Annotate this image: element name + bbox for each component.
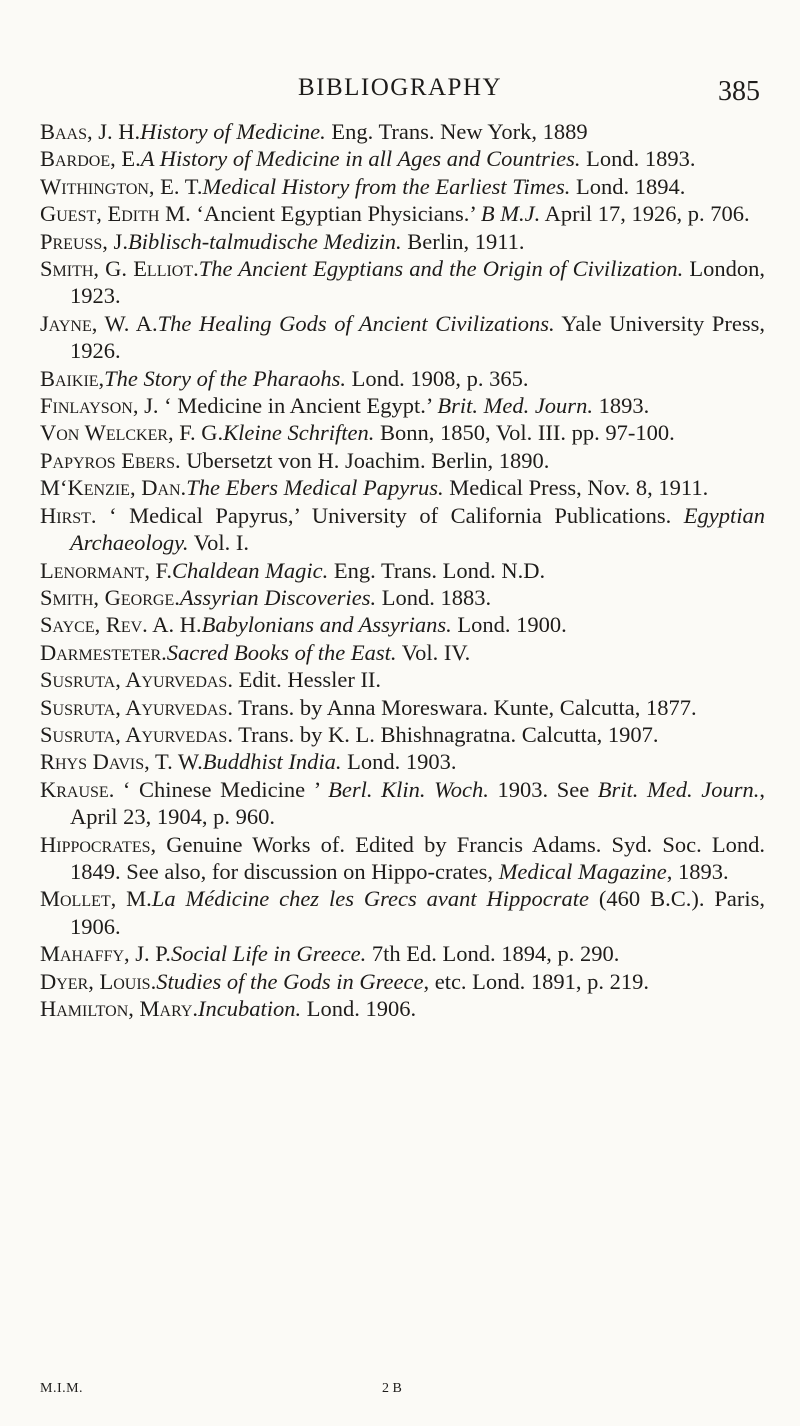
entry-author: Papyros Ebers. [40,447,181,473]
bibliography-entry [40,748,765,775]
bibliography-entry [40,694,765,721]
entry-work-title: Brit. Med. Journ. [437,393,593,419]
bibliography-entry [40,419,765,446]
entry-work-title: The Healing Gods of Ancient Civilizations. [157,310,555,336]
bibliography-entry [40,995,765,1022]
entry-author: Baas, J. H. [40,119,141,144]
bibliography-entry [40,228,765,255]
entry-text: Trans. by K. L. Bhishnagratna. Calcutta, 1907. [232,721,659,747]
entry-author: Von Welcker, F. G. [40,420,224,446]
entry-author: Sayce, Rev. A. H. [40,612,202,638]
page-footer [40,1381,760,1401]
entry-text: Yale University Press, 1926. [70,310,765,364]
entry-author: Lenormant, F. [40,557,172,583]
bibliography-entry [40,118,765,145]
entry-author: M‘Kenzie, Dan. [40,475,187,501]
entry-text: ‘Ancient Egyptian Physicians.’ [190,201,481,227]
bibliography-entry [40,639,765,666]
entry-work-title: Assyrian Discoveries. [179,584,377,610]
entry-author: Hippocrates, [40,831,157,857]
bibliography-entry [40,557,765,584]
entry-work-title: B M.J. [480,201,541,227]
bibliography-list [40,118,765,1022]
entry-text: Lond. 1894. [570,173,686,199]
entry-author: Jayne, W. A. [40,310,158,336]
entry-text: Medical Press, Nov. 8, 1911. [443,475,709,501]
bibliography-entry [40,474,765,501]
bibliography-entry [40,940,765,967]
entry-work-title: The Story of the Pharaohs. [104,365,347,391]
entry-work-title: Egyptian Archaeology. [70,502,765,556]
entry-author: Susruta, Ayurvedas. [40,667,233,693]
entry-text: London, 1923. [70,256,766,309]
entry-text: Genuine Works of. Edited by Francis Adams. Syd. Soc. Lond. 1849. See also, for discussion on Hippo-crates, [70,831,765,884]
entry-work-title: Studies of the Gods in Greece [156,968,424,994]
entry-work-title: Medical History from the Earliest Times. [202,173,571,199]
entry-work-title: Berl. Klin. Woch. [328,776,489,802]
bibliography-entry [40,721,765,748]
entry-work-title: Chaldean Magic. [172,557,329,583]
bibliography-entry [40,447,765,474]
entry-work-title: Social Life in Greece. [170,941,367,967]
entry-text: Lond. 1908, p. 365. [346,365,529,391]
entry-text: Lond. 1883. [376,584,492,610]
bibliography-entry [40,310,765,365]
bibliography-entry [40,885,765,940]
entry-author: Smith, G. Elliot. [40,256,199,282]
entry-author: Krause. [40,776,115,802]
entry-author: Hamilton, Mary. [40,996,199,1021]
entry-author: Smith, George. [40,584,180,610]
entry-text: ‘ Chinese Medicine ’ [114,776,329,802]
bibliography-entry [40,968,765,995]
entry-text: , April 23, 1904, p. 960. [70,776,765,830]
entry-author: Hirst. [40,502,97,528]
bibliography-entry [40,173,765,200]
entry-text: Lond. 1903. [341,749,457,775]
entry-work-title: Buddhist India. [202,749,342,775]
bibliography-entry [40,584,765,611]
entry-author: Finlayson, J. [40,393,159,419]
bibliography-entry [40,776,765,831]
entry-text: ‘ Medical Papyrus,’ University of California Publications. [96,502,684,528]
entry-work-title: La Médicine chez les Grecs avant Hippocrate [151,886,590,912]
bibliography-entry [40,831,765,886]
entry-author: Dyer, Louis. [40,968,157,994]
entry-work-title: Babylonians and Assyrians. [201,612,452,638]
entry-work-title: The Ebers Medical Papyrus. [186,475,444,501]
entry-author: Susruta, Ayurvedas. [40,694,233,720]
running-title: BIBLIOGRAPHY [297,74,503,101]
entry-work-title: History of Medicine. [140,119,326,144]
entry-text: Ubersetzt von H. Joachim. Berlin, 1890. [180,447,550,473]
entry-text: ‘ Medicine in Ancient Egypt.’ [158,393,438,419]
entry-author: Withington, E. T. [40,173,203,199]
entry-work-title: Brit. Med. Journ. [597,776,760,802]
entry-work-title: Biblisch-talmudische Medizin. [127,228,402,254]
bibliography-entry [40,611,765,638]
entry-text: Trans. by Anna Moreswara. Kunte, Calcutta, 1877. [232,694,697,720]
entry-work-title: A History of Medicine in all Ages and Countries. [140,146,581,172]
entry-work-title: Kleine Schriften. [223,420,375,446]
entry-text: 1893. [592,393,650,419]
entry-text: Lond. 1906. [301,996,417,1021]
bibliography-entry [40,365,765,392]
bibliography-entry [40,145,765,172]
entry-text: , etc. Lond. 1891, p. 219. [423,968,650,994]
entry-text: Vol. IV. [396,639,471,665]
entry-text: Edit. Hessler II. [232,667,382,693]
entry-work-title: Incubation. [198,996,302,1021]
bibliography-entry [40,200,765,227]
entry-text: Bonn, 1850, Vol. III. pp. 97-100. [374,420,675,446]
entry-text: Lond. 1900. [451,612,567,638]
printer-signature: M.I.M. [40,1381,84,1396]
entry-author: Mollet, M. [40,886,152,912]
entry-author: Preuss, J. [40,228,128,254]
entry-text: Lond. 1893. [580,146,696,172]
entry-text: Vol. I. [188,530,249,556]
entry-work-title: Medical Magazine [498,858,667,884]
entry-author: Rhys Davis, T. W. [40,749,203,775]
entry-author: Mahaffy, J. P. [40,941,171,967]
entry-author: Darmesteter. [40,639,167,665]
bibliography-entry [40,392,765,419]
entry-text: 1903. See [488,776,598,802]
entry-text: Berlin, 1911. [401,228,525,254]
page-number: 385 [718,76,760,107]
entry-text: (460 B.C.). Paris, 1906. [70,886,765,939]
entry-work-title: The Ancient Egyptians and the Origin of Civilization. [198,256,684,282]
entry-author: Susruta, Ayurvedas. [40,721,233,747]
entry-author: Baikie, [40,365,105,391]
entry-text: 7th Ed. Lond. 1894, p. 290. [366,941,620,967]
running-head [40,70,760,110]
entry-work-title: Sacred Books of the East. [166,639,397,665]
bibliography-entry [40,666,765,693]
entry-author: Bardoe, E. [40,146,141,172]
entry-author: Guest, Edith M. [40,201,191,227]
gathering-mark: 2 B [382,1381,402,1396]
entry-text: Eng. Trans. Lond. N.D. [328,557,546,583]
entry-text: Eng. Trans. New York, 1889 [325,119,588,144]
bibliography-entry [40,502,765,557]
entry-text: April 17, 1926, p. 706. [540,201,750,227]
entry-text: , 1893. [666,858,729,884]
bibliography-entry [40,255,765,310]
